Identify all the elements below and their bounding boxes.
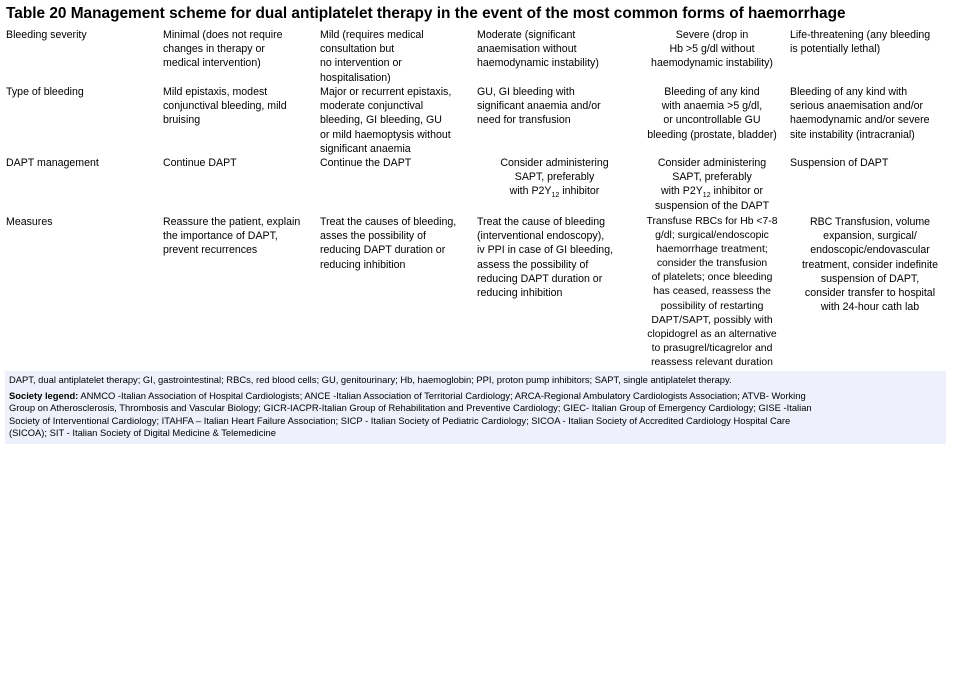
cell-dapt-mild: Continue the DAPT bbox=[320, 157, 412, 169]
row-label-bleeding-severity: Bleeding severity bbox=[6, 29, 87, 41]
row-label-type-of-bleeding: Type of bleeding bbox=[6, 86, 84, 98]
cell-measures-mild: Treat the causes of bleeding, asses the possibility of reducing DAPT duration or reducing inhibition bbox=[320, 216, 457, 271]
cell-type-life-threatening: Bleeding of any kind with serious anaemisation and/or haemodynamic and/or severe site instability (intracranial) bbox=[790, 86, 930, 141]
abbreviations-note: DAPT, dual antiplatelet therapy; GI, gastrointestinal; RBCs, red blood cells; GU, genitourinary; Hb, haemoglobin; PPI, proton pump inhibitors; SAPT, single antiplatelet therapy. bbox=[9, 374, 732, 385]
cell-dapt-severe: Consider administering SAPT, preferably with $P2Y_{12}$ inhibitor or suspension of the DAPT bbox=[654, 157, 770, 212]
cell-measures-severe: Transfuse RBCs for Hb <7-8 g/dl; surgical/endoscopic haemorrhage treatment; consider the transfusion of platelets; once bleeding has ceased, reassess the possibility of restarting DAPT/SAPT, possibly with clopidogrel as an alternative to prasugrel/ticagrelor and reassess relevant duration bbox=[646, 216, 778, 368]
cell-severity-mild: Mild (requires medical consultation but no intervention or hospitalisation) bbox=[320, 29, 424, 84]
cell-severity-severe: Severe (drop in Hb >5 g/dl without haemodynamic instability) bbox=[651, 29, 773, 70]
cell-measures-life-threatening: RBC Transfusion, volume expansion, surgical/ endoscopic/endovascular treatment, consider indefinite suspension of DAPT, consider transfer to hospital with 24-hour cath lab bbox=[801, 216, 939, 314]
cell-type-severe: Bleeding of any kind with anaemia >5 g/dl, or uncontrollable GU bleeding (prostate, bladder) bbox=[647, 86, 777, 141]
society-legend bbox=[9, 390, 944, 439]
cell-severity-life-threatening: Life-threatening (any bleeding is potentially lethal) bbox=[790, 29, 931, 56]
row-label-dapt-management: DAPT management bbox=[6, 157, 99, 169]
cell-severity-moderate: Moderate (significant anaemisation without haemodynamic instability) bbox=[477, 29, 599, 70]
cell-dapt-life-threatening: Suspension of DAPT bbox=[790, 157, 889, 169]
cell-severity-minimal: Minimal (does not require changes in therapy or medical intervention) bbox=[163, 29, 283, 70]
cell-dapt-moderate: Consider administering SAPT, preferably with $P2Y_{12}$ inhibitor bbox=[500, 157, 609, 200]
row-label-measures: Measures bbox=[6, 216, 53, 228]
society-legend-label: Society legend: bbox=[9, 390, 79, 401]
cell-type-moderate: GU, GI bleeding with significant anaemia and/or need for transfusion bbox=[477, 86, 601, 127]
cell-type-minimal: Mild epistaxis, modest conjunctival bleeding, mild bruising bbox=[163, 86, 287, 127]
table-legend bbox=[5, 371, 946, 444]
cell-measures-minimal: Reassure the patient, explain the importance of DAPT, prevent recurrences bbox=[163, 216, 301, 257]
cell-type-mild: Major or recurrent epistaxis, moderate conjunctival bleeding, GI bleeding, GU or mild haemoptysis without significant anaemia bbox=[320, 86, 452, 155]
cell-measures-moderate: Treat the cause of bleeding (interventional endoscopy), iv PPI in case of GI bleeding, assess the possibility of reducing DAPT duration or reducing inhibition bbox=[477, 216, 614, 300]
cell-dapt-minimal: Continue DAPT bbox=[163, 157, 237, 169]
table-title: Table 20 Management scheme for dual antiplatelet therapy in the event of the most common forms of haemorrhage bbox=[6, 5, 846, 22]
society-legend-text: ANMCO -Italian Association of Hospital Cardiologists; ANCE -Italian Association of Territorial Cardiology; ARCA-Regional Ambulatory Cardiologists Association; ATVB- Working Group on Atherosclerosis, Thrombosis and Vascular Biology; GICR-IACPR-Italian Group of Rehabilitation and Preventive Cardiology; GIEC- Italian Group of Emergency Cardiology; GISE -Italian Society of Interventional Cardiology; ITAHFA – Italian Heart Failure Association; SICP - Italian Society of Pediatric Cardiology; SICOA - Italian Society of Accredited Cardiology Hospital Care (SICOA); SIT - Italian Society of Digital Medicine & Telemedicine bbox=[9, 390, 812, 438]
